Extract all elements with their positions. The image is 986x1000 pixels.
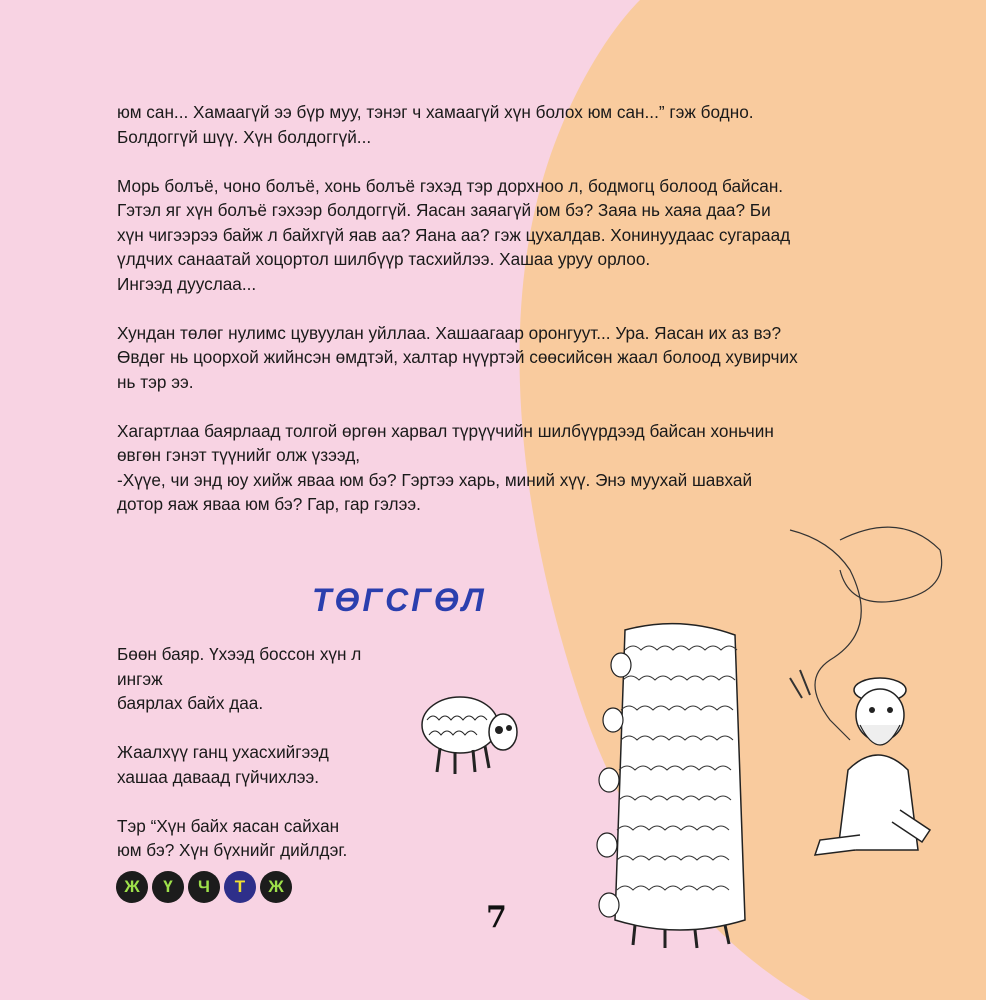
badge-letter: Ж — [268, 877, 284, 896]
badge-letter: Т — [234, 877, 246, 896]
stacked-sheep-illustration — [595, 620, 765, 950]
paragraph: Тэр “Хүн байх яасан сайхан юм бэ? Хүн бүхнийг дийлдэг. — [117, 815, 348, 860]
badge-letter: Ж — [124, 877, 140, 896]
letter-badge — [224, 871, 256, 903]
small-sheep-illustration — [415, 680, 535, 780]
badge-letter: Ч — [198, 877, 210, 896]
page-number: 7 — [486, 900, 507, 935]
paragraph: юм сан... Хамаагүй ээ бүр муу, тэнэг ч хамаагүй хүн болох юм сан...” гэж бодно. Болдоггүй шүү. Хүн болдоггүй... — [117, 102, 754, 147]
badge-letter: Ү — [163, 877, 173, 896]
letter-badges — [116, 871, 292, 903]
shepherd-illustration — [760, 510, 960, 870]
letter-badge — [260, 871, 292, 903]
paragraph: Жаалхүү ганц ухасхийгээд хашаа даваад гүйчихлээ. — [117, 742, 329, 787]
letter-badge — [152, 871, 184, 903]
main-text — [117, 100, 867, 541]
letter-badge — [188, 871, 220, 903]
paragraph: Бөөн баяр. Үхээд боссон хүн л ингэж баярлах байх даа. — [117, 644, 362, 713]
letter-badge — [116, 871, 148, 903]
paragraph: Хагартлаа баярлаад толгой өргөн харвал түрүүчийн шилбүүрдээд байсан хоньчин өвгөн гэнэт түүнийг олж үзээд, -Хүүе, чи энд юу хийж яваа юм бэ? Гэртээ харь, миний хүү. Энэ муухай шавхай дотор яаж яваа юм бэ? Гар, гар гэлээ. — [117, 420, 774, 514]
section-title: ТӨГСГӨЛ — [312, 582, 487, 618]
paragraph: Морь болъё, чоно болъё, хонь болъё гэхэд тэр дорхноо л, бодмогц болоод байсан. Гэтэл яг хүн болъё гэхээр болдоггүй. Яасан заяагүй юм бэ? Заяа нь хаяа даа? Би хүн чигээрээ байж л байхгүй яав аа? Яана аа? гэж цухалдав. Хонинуудаас сугараад үлдчих санаатай хоцортол шилбүүр тасхийлээ. Хашаа уруу орлоо. Ингээд дууслаа... — [117, 175, 791, 294]
ending-text — [117, 642, 407, 887]
paragraph: Хундан төлөг нулимс цувуулан уйллаа. Хашаагаар оронгуут... Ура. Яасан их аз вэ? Өвдөг нь цоорхой жийнсэн өмдтэй, халтар нүүртэй сөөсийсөн жаал болоод хувирчих нь тэр ээ. — [117, 322, 798, 392]
